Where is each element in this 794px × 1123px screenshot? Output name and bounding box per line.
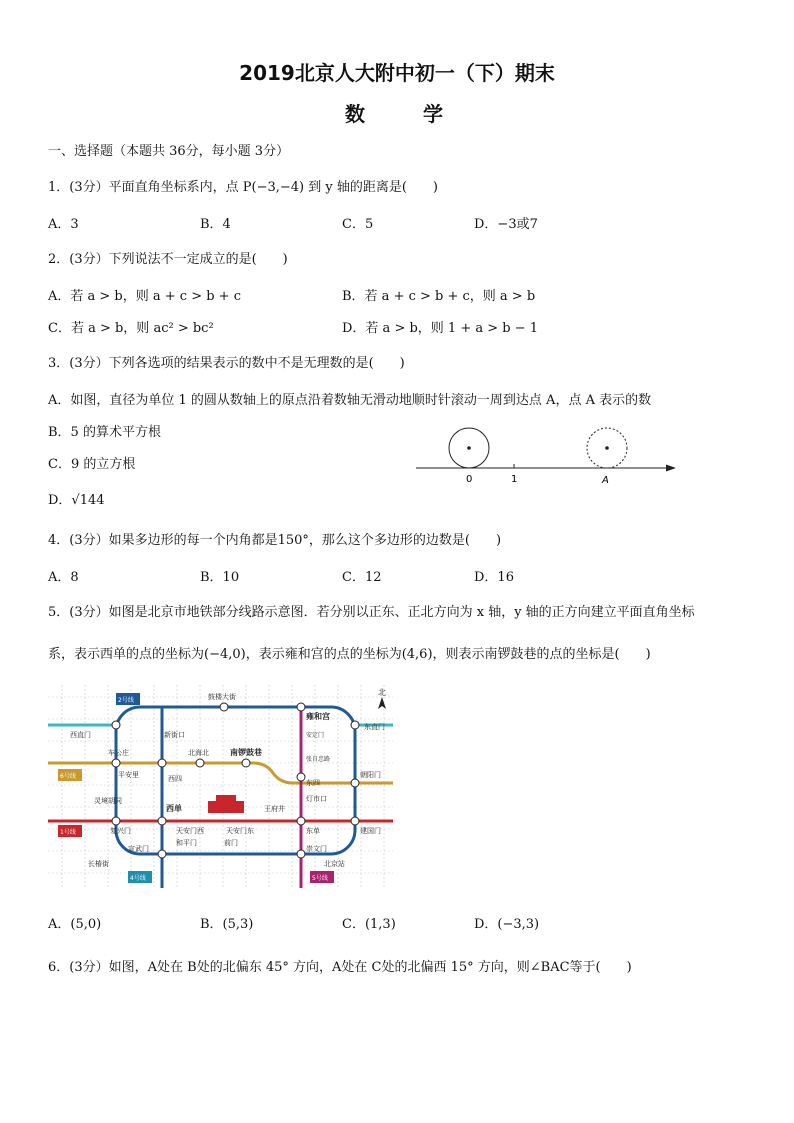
station-marker-jianguomen — [351, 817, 359, 825]
label-one: 1 — [511, 474, 518, 485]
station-marker-dongdan — [297, 817, 305, 825]
label-zhangzizhonglu: 张自忠路 — [306, 756, 331, 763]
station-marker-xidan — [158, 817, 166, 825]
label-dongzhimen: 东直门 — [364, 723, 385, 731]
question-3-stem: 3．(3分）下列各选项的结果表示的数中不是无理数的是( ) — [48, 356, 405, 371]
north-arrow-icon — [378, 697, 386, 709]
label-chongwenmen: 崇文门 — [306, 845, 327, 853]
q3-option-a: A．如图，直径为单位 1 的圆从数轴上的原点沿着数轴无滑动地顺时针滚动一周到达点 A，点 A 表示的数 — [48, 393, 652, 408]
label-xuanwumen: 宣武门 — [128, 845, 149, 853]
subject-title: 数 学 — [345, 102, 449, 126]
station-marker-chegongzhuang — [112, 759, 120, 767]
label-xinjiekou: 新街口 — [164, 731, 185, 739]
line-6 — [48, 763, 393, 783]
label-tiananmendong: 天安门东 — [226, 827, 254, 835]
station-marker-xuanwumen — [158, 850, 166, 858]
q2-option-a: A．若 a > b，则 a + c > b + c — [48, 289, 241, 304]
label-xizhimen: 西直门 — [70, 731, 91, 739]
q3-option-d: D．√144 — [48, 493, 105, 508]
label-lingjing: 灵境胡同 — [94, 797, 122, 805]
q4-option-c: C．12 — [342, 570, 382, 585]
station-marker-chongwenmen — [297, 850, 305, 858]
q1-option-d: D．−3或7 — [474, 217, 538, 232]
label-chaoyangmen: 朝阳门 — [360, 771, 381, 779]
center-dot-a — [605, 446, 609, 450]
line-5-label: 5号线 — [312, 875, 328, 882]
label-gulou: 鼓楼大街 — [208, 693, 236, 701]
label-yonghegong: 雍和宫 — [306, 712, 330, 721]
metro-map-figure — [48, 685, 393, 888]
q2-option-b: B．若 a + c > b + c，则 a > b — [342, 289, 536, 304]
line-2-label: 2号线 — [118, 697, 134, 704]
label-jianguomen: 建国门 — [360, 827, 381, 835]
label-xidan: 西单 — [166, 804, 182, 813]
line-4-label: 4号线 — [130, 875, 146, 882]
station-marker-dongzhimen — [351, 721, 359, 729]
q1-option-c: C．5 — [342, 217, 374, 232]
q3-option-c: C．9 的立方根 — [48, 457, 136, 472]
label-dongsi: 东四 — [306, 779, 320, 787]
station-marker-chaoyangmen — [351, 779, 359, 787]
page-title: 2019北京人大附中初一（下）期末 — [239, 61, 555, 85]
line-1-label: 1号线 — [60, 829, 76, 836]
question-1-stem: 1．(3分）平面直角坐标系内，点 P(−3,−4) 到 y 轴的距离是( ) — [48, 180, 438, 195]
label-changchunjie: 长椿街 — [88, 860, 109, 868]
q4-option-b: B．10 — [200, 570, 240, 585]
label-pinganli: 平安里 — [118, 771, 139, 779]
north-label: 北 — [378, 688, 386, 697]
station-marker-fuxingmen — [112, 817, 120, 825]
station-marker-gulou — [220, 703, 228, 711]
label-beihaibei: 北海北 — [188, 749, 209, 757]
question-2-stem: 2．(3分）下列说法不一定成立的是( ) — [48, 252, 288, 267]
line-6-label: 6号线 — [60, 773, 76, 780]
section-heading: 一、选择题（本题共 36分，每小题 3分） — [48, 144, 290, 159]
label-zero: 0 — [466, 474, 473, 485]
label-wangfujing: 王府井 — [264, 805, 285, 813]
q3-number-line-figure — [410, 420, 685, 490]
label-fuxingmen: 复兴门 — [110, 827, 131, 835]
tiananmen-icon — [208, 801, 244, 813]
station-marker-beihaibei — [196, 759, 204, 767]
q5-option-b: B．(5,3) — [200, 917, 254, 932]
label-hepingmen: 和平门 — [176, 839, 197, 847]
q5-option-d: D．(−3,3) — [474, 917, 540, 932]
label-dongdan: 东单 — [306, 827, 320, 835]
q4-option-d: D．16 — [474, 570, 514, 585]
map-grid — [48, 685, 393, 888]
station-marker-dongsi — [297, 773, 305, 781]
label-tiananmenxi: 天安门西 — [176, 827, 204, 835]
q4-option-a: A．8 — [48, 570, 79, 585]
label-xisi: 西四 — [168, 775, 182, 783]
center-dot — [467, 446, 471, 450]
label-beijingzhan: 北京站 — [324, 860, 345, 868]
question-5-stem-line1: 5．(3分）如图是北京市地铁部分线路示意图．若分别以正东、正北方向为 x 轴，y 轴的正方向建立平面直角坐标 — [48, 605, 695, 620]
question-6-stem: 6．(3分）如图，A处在 B处的北偏东 45° 方向，A处在 C处的北偏西 15° 方向，则∠BAC等于( ) — [48, 960, 632, 975]
label-nanluoguxiang: 南锣鼓巷 — [230, 748, 262, 757]
q2-option-c: C．若 a > b，则 ac² > bc² — [48, 321, 214, 336]
q1-option-b: B．4 — [200, 217, 231, 232]
label-qianmen: 前门 — [224, 839, 238, 847]
question-5-stem-line2: 系，表示西单的点的坐标为(−4,0)，表示雍和宫的点的坐标为(4,6)，则表示南锣鼓巷的点的坐标是( ) — [48, 647, 651, 662]
label-a: A — [602, 475, 609, 486]
q5-option-c: C．(1,3) — [342, 917, 396, 932]
label-andingmen: 安定门 — [306, 732, 325, 739]
station-marker-xizhimen — [112, 721, 120, 729]
question-4-stem: 4．(3分）如果多边形的每一个内角都是150°，那么这个多边形的边数是( ) — [48, 533, 502, 548]
q2-option-d: D．若 a > b，则 1 + a > b − 1 — [342, 321, 539, 336]
station-marker-pinganli — [158, 759, 166, 767]
q3-option-b: B．5 的算术平方根 — [48, 425, 161, 440]
q1-option-a: A．3 — [48, 217, 79, 232]
label-dengshikou: 灯市口 — [306, 795, 327, 803]
q5-option-a: A．(5,0) — [48, 917, 102, 932]
label-chegongzhuang: 车公庄 — [108, 749, 129, 757]
station-marker-nanluoguxiang — [242, 759, 250, 767]
station-marker-yonghegong — [297, 703, 305, 711]
